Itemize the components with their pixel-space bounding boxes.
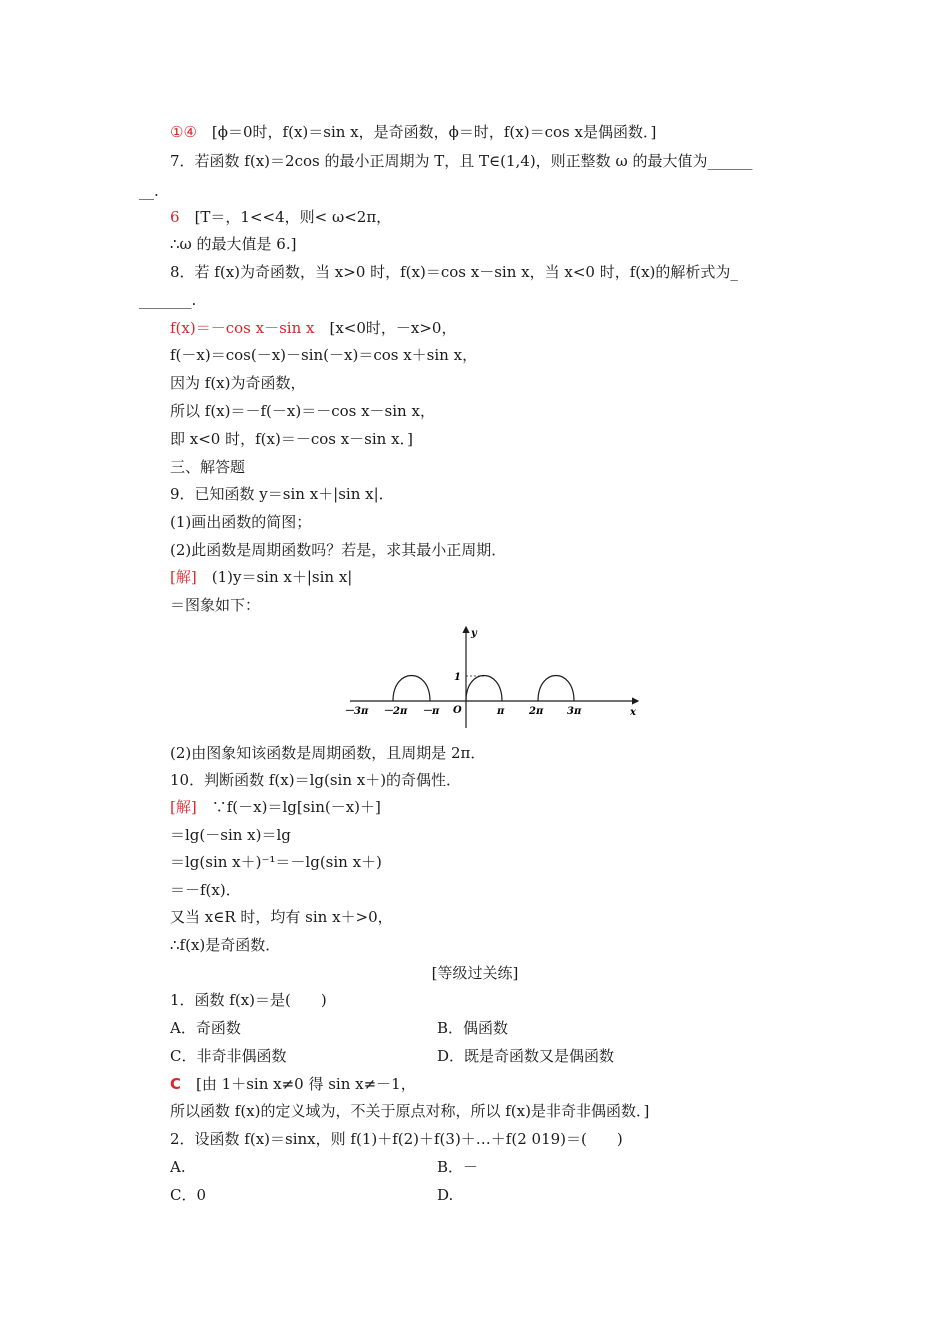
answer-line-7b: ∴ω 的最大值是 6.] xyxy=(170,235,297,253)
tick-label: 3π xyxy=(567,706,582,717)
option-b: B．偶函数 xyxy=(437,1019,509,1037)
one-label: 1 xyxy=(454,672,461,683)
tick-label: －2π xyxy=(383,706,408,717)
answer-line-7: 6 [T＝，1<<4，则< ω<2π， xyxy=(170,208,392,226)
answer-mark: 6 xyxy=(170,208,180,226)
question-7: 7．若函数 f(x)＝2cos 的最小正周期为 T，且 T∈(1,4)，则正整数 ω 的最大值为______ xyxy=(170,152,753,170)
solution-line: (2)由图象知该函数是周期函数，且周期是 2π． xyxy=(170,744,486,762)
solution-tag: [解] xyxy=(170,798,197,816)
answer-mark: ①④ xyxy=(170,123,197,141)
solution-tag: [解] xyxy=(170,568,197,586)
solution-line: f(－x)＝cos(－x)－sin(－x)＝cos x＋sin x， xyxy=(170,346,478,364)
solution-line: ∴f(x)是奇函数． xyxy=(170,936,281,954)
answer-line-6: ①④ [ϕ＝0时，f(x)＝sin x，是奇函数，ϕ＝时，f(x)＝cos x是偶函数．] xyxy=(170,123,657,141)
curve-arch-1 xyxy=(393,676,430,702)
tick-label: －3π xyxy=(344,706,369,717)
origin-label: O xyxy=(453,705,462,716)
answer-line-8: f(x)＝－cos x－sin x [x<0时，－x>0， xyxy=(170,319,457,337)
answer-line-1: C [由 1＋sin x≠0 得 sin x≠－1， xyxy=(170,1075,416,1093)
question-8-cont: _______. xyxy=(139,291,197,309)
solution-line: ＝－f(x)． xyxy=(170,881,241,899)
tick-label: 2π xyxy=(529,706,544,717)
solution-line: 即 x<0 时，f(x)＝－cos x－sin x．] xyxy=(170,430,413,448)
solution-line: ＝lg(sin x＋)⁻¹＝－lg(sin x＋) xyxy=(170,853,382,871)
section-heading: 三、解答题 xyxy=(170,458,246,476)
question-9-part1: (1)画出函数的简图； xyxy=(170,513,312,531)
answer-mark: C xyxy=(170,1075,182,1093)
solution-9: [解] (1)y＝sin x＋|sin x| xyxy=(170,568,353,586)
option-a: A. xyxy=(170,1158,186,1176)
solution-line: 因为 f(x)为奇函数， xyxy=(170,374,306,392)
solution-line: 又当 x∈R 时，均有 sin x＋>0， xyxy=(170,908,393,926)
x-label: x xyxy=(630,707,636,718)
question-2: 2．设函数 f(x)＝sinx，则 f(1)＋f(2)＋f(3)＋…＋f(2 019)＝( ) xyxy=(170,1130,623,1148)
question-7-cont: __. xyxy=(139,182,159,200)
option-a: A．奇函数 xyxy=(170,1019,241,1037)
curve-arch-2 xyxy=(466,676,502,702)
answer-mark: f(x)＝－cos x－sin x xyxy=(170,319,315,337)
option-d: D. xyxy=(437,1186,454,1204)
solution-line: ＝图象如下： xyxy=(170,596,261,614)
solution-line: 所以 f(x)＝－f(－x)＝－cos x－sin x， xyxy=(170,402,435,420)
solution-10: [解] ∵f(－x)＝lg[sin(－x)＋] xyxy=(170,798,381,816)
option-d: D．既是奇函数又是偶函数 xyxy=(437,1047,615,1065)
solution-line: ＝lg(－sin x)＝lg xyxy=(170,826,291,844)
question-9: 9．已知函数 y＝sin x＋|sin x|． xyxy=(170,485,394,503)
question-8: 8．若 f(x)为奇函数，当 x>0 时，f(x)＝cos x－sin x，当 x<0 时，f(x)的解析式为_ xyxy=(170,263,738,281)
tick-label: π xyxy=(497,706,505,717)
question-9-part2: (2)此函数是周期函数吗？若是，求其最小正周期． xyxy=(170,541,507,559)
tick-label: －π xyxy=(422,706,440,717)
curve-arch-3 xyxy=(538,676,574,702)
question-1: 1．函数 f(x)＝是( ) xyxy=(170,991,327,1009)
option-c: C．非奇非偶函数 xyxy=(170,1047,287,1065)
section-title: [等级过关练] xyxy=(431,964,519,982)
y-label: y xyxy=(471,628,477,639)
function-graph xyxy=(340,622,650,732)
option-b: B．－ xyxy=(437,1158,479,1176)
option-c: C．0 xyxy=(170,1186,207,1204)
answer-line-1b: 所以函数 f(x)的定义域为，不关于原点对称，所以 f(x)是非奇非偶函数．] xyxy=(170,1102,650,1120)
question-10: 10．判断函数 f(x)＝lg(sin x＋)的奇偶性． xyxy=(170,771,462,789)
